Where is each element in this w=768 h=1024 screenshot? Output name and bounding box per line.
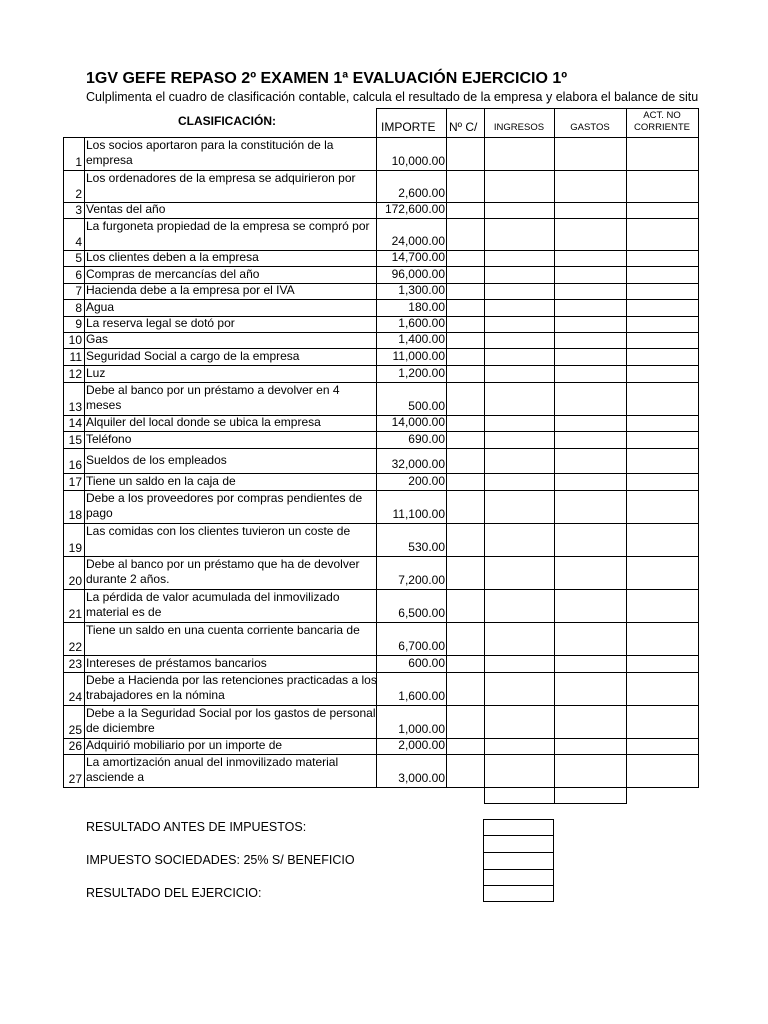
act-no-corriente-cell[interactable] bbox=[627, 349, 698, 365]
act-no-corriente-cell[interactable] bbox=[627, 673, 698, 705]
row-number: 10 bbox=[68, 333, 82, 347]
nc-cell[interactable] bbox=[447, 203, 484, 218]
row-amount: 2,600.00 bbox=[398, 186, 445, 200]
resultado-spacer-cell[interactable] bbox=[483, 835, 554, 853]
ingresos-cell[interactable] bbox=[485, 219, 554, 250]
act-no-corriente-cell[interactable] bbox=[627, 590, 698, 622]
nc-cell[interactable] bbox=[447, 251, 484, 266]
row-amount: 7,200.00 bbox=[398, 573, 445, 587]
gastos-cell[interactable] bbox=[555, 300, 626, 316]
nc-cell[interactable] bbox=[447, 656, 484, 672]
row-description: Seguridad Social a cargo de la empresa bbox=[86, 349, 300, 363]
row-number: 23 bbox=[68, 657, 82, 671]
row-amount: 11,000.00 bbox=[392, 349, 445, 363]
ingresos-cell[interactable] bbox=[485, 138, 554, 170]
gastos-cell[interactable] bbox=[555, 557, 626, 589]
row-description: Tiene un saldo en una cuenta corriente bancaria de bbox=[86, 623, 360, 637]
act-no-corriente-cell[interactable] bbox=[627, 706, 698, 738]
row-description: Gas bbox=[86, 332, 109, 346]
row-amount: 1,000.00 bbox=[398, 722, 445, 736]
row-description: Hacienda debe a la empresa por el IVA bbox=[86, 283, 295, 297]
nc-cell[interactable] bbox=[447, 383, 484, 415]
nc-cell[interactable] bbox=[447, 219, 484, 250]
header-gastos: GASTOS bbox=[570, 122, 610, 133]
act-no-corriente-cell[interactable] bbox=[627, 300, 698, 316]
gastos-cell[interactable] bbox=[555, 623, 626, 655]
row-number: 27 bbox=[68, 772, 82, 786]
gastos-cell[interactable] bbox=[555, 349, 626, 365]
ingresos-cell[interactable] bbox=[485, 524, 554, 556]
row-amount: 200.00 bbox=[408, 474, 445, 488]
gastos-cell[interactable] bbox=[555, 251, 626, 266]
ingresos-cell[interactable] bbox=[485, 300, 554, 316]
act-no-corriente-cell[interactable] bbox=[627, 557, 698, 589]
nc-cell[interactable] bbox=[447, 491, 484, 523]
row-number: 4 bbox=[75, 235, 82, 249]
row-amount: 3,000.00 bbox=[398, 771, 445, 785]
act-no-corriente-cell[interactable] bbox=[627, 623, 698, 655]
act-no-corriente-cell[interactable] bbox=[627, 251, 698, 266]
nc-cell[interactable] bbox=[447, 432, 484, 448]
ingresos-cell[interactable] bbox=[485, 706, 554, 738]
row-number: 2 bbox=[75, 187, 82, 201]
row-amount: 14,700.00 bbox=[391, 250, 445, 264]
gastos-cell[interactable] bbox=[555, 317, 626, 332]
row-number: 24 bbox=[68, 690, 82, 704]
gastos-cell[interactable] bbox=[555, 739, 626, 754]
ingresos-cell[interactable] bbox=[485, 317, 554, 332]
row-number: 25 bbox=[68, 723, 82, 737]
row-number: 6 bbox=[75, 268, 82, 282]
row-amount: 180.00 bbox=[408, 300, 445, 314]
row-number: 17 bbox=[68, 475, 82, 489]
ingresos-cell[interactable] bbox=[485, 739, 554, 754]
ingresos-cell[interactable] bbox=[485, 656, 554, 672]
row-description: Luz bbox=[86, 366, 106, 380]
gastos-cell[interactable] bbox=[555, 706, 626, 738]
instructions: Culplimenta el cuadro de clasificación contable, calcula el resultado de la empresa y elabora el balance de situ bbox=[86, 90, 698, 104]
ingresos-cell[interactable] bbox=[485, 673, 554, 705]
act-no-corriente-cell[interactable] bbox=[627, 317, 698, 332]
row-description: Debe al banco por un préstamo que ha de devolver durante 2 años. bbox=[86, 557, 360, 586]
ingresos-cell[interactable] bbox=[485, 474, 554, 490]
row-number: 1 bbox=[75, 155, 82, 169]
nc-cell[interactable] bbox=[447, 623, 484, 655]
header-act-no-1: ACT. NO bbox=[643, 110, 681, 121]
header-importe: IMPORTE bbox=[381, 120, 436, 134]
nc-cell[interactable] bbox=[447, 138, 484, 170]
gastos-cell[interactable] bbox=[555, 755, 626, 787]
nc-cell[interactable] bbox=[447, 557, 484, 589]
ingresos-cell[interactable] bbox=[485, 284, 554, 299]
row-amount: 96,000.00 bbox=[391, 267, 445, 281]
gastos-cell[interactable] bbox=[555, 590, 626, 622]
ingresos-cell[interactable] bbox=[485, 349, 554, 365]
row-number: 8 bbox=[75, 301, 82, 315]
row-amount: 172,600.00 bbox=[384, 202, 445, 216]
gastos-cell[interactable] bbox=[555, 474, 626, 490]
row-amount: 2,000.00 bbox=[398, 738, 445, 752]
row-description: Tiene un saldo en la caja de bbox=[86, 474, 236, 488]
gastos-cell[interactable] bbox=[555, 432, 626, 448]
impuesto-cell[interactable] bbox=[483, 852, 554, 870]
act-no-corriente-cell[interactable] bbox=[627, 219, 698, 250]
gastos-cell[interactable] bbox=[555, 656, 626, 672]
gastos-cell[interactable] bbox=[555, 267, 626, 283]
resultado-ejercicio-cell[interactable] bbox=[483, 885, 554, 902]
row-number: 7 bbox=[75, 284, 82, 298]
ingresos-cell[interactable] bbox=[485, 203, 554, 218]
row-amount: 11,100.00 bbox=[392, 507, 445, 521]
row-description: Intereses de préstamos bancarios bbox=[86, 656, 267, 670]
row-number: 15 bbox=[68, 433, 82, 447]
act-no-corriente-cell[interactable] bbox=[627, 524, 698, 556]
row-amount: 10,000.00 bbox=[391, 154, 445, 168]
nc-cell[interactable] bbox=[447, 284, 484, 299]
row-number: 11 bbox=[69, 350, 82, 364]
row-amount: 32,000.00 bbox=[391, 457, 445, 471]
row-amount: 24,000.00 bbox=[391, 234, 445, 248]
ingresos-cell[interactable] bbox=[485, 491, 554, 523]
act-no-corriente-cell[interactable] bbox=[627, 284, 698, 299]
row-amount: 6,500.00 bbox=[398, 606, 445, 620]
nc-cell[interactable] bbox=[447, 590, 484, 622]
ingresos-cell[interactable] bbox=[485, 557, 554, 589]
row-amount: 530.00 bbox=[408, 540, 445, 554]
act-no-corriente-cell[interactable] bbox=[627, 138, 698, 170]
gastos-cell[interactable] bbox=[555, 491, 626, 523]
nc-cell[interactable] bbox=[447, 739, 484, 754]
resultado-antes-label: RESULTADO ANTES DE IMPUESTOS: bbox=[86, 820, 307, 834]
row-description: Debe a los proveedores por compras pendientes de pago bbox=[86, 491, 363, 520]
row-description: Debe a la Seguridad Social por los gastos de personal de diciembre bbox=[86, 706, 376, 735]
row-amount: 1,400.00 bbox=[398, 332, 445, 346]
ingresos-cell[interactable] bbox=[485, 267, 554, 283]
act-no-corriente-cell[interactable] bbox=[627, 267, 698, 283]
row-number: 19 bbox=[68, 541, 82, 555]
row-description: Alquiler del local donde se ubica la empresa bbox=[86, 415, 321, 429]
header-act-no-2: CORRIENTE bbox=[634, 122, 690, 133]
act-no-corriente-cell[interactable] bbox=[627, 383, 698, 415]
act-no-corriente-cell[interactable] bbox=[627, 449, 698, 473]
row-number: 14 bbox=[68, 416, 82, 430]
row-amount: 500.00 bbox=[408, 399, 445, 413]
act-no-corriente-cell[interactable] bbox=[627, 203, 698, 218]
ingresos-cell[interactable] bbox=[485, 623, 554, 655]
row-description: Ventas del año bbox=[86, 202, 166, 216]
act-no-corriente-cell[interactable] bbox=[627, 491, 698, 523]
row-number: 21 bbox=[68, 607, 82, 621]
row-number: 5 bbox=[75, 251, 82, 265]
page-title: 1GV GEFE REPASO 2º EXAMEN 1ª EVALUACIÓN EJERCICIO 1º bbox=[86, 70, 568, 87]
act-no-corriente-cell[interactable] bbox=[627, 171, 698, 202]
act-no-corriente-cell[interactable] bbox=[627, 656, 698, 672]
ingresos-cell[interactable] bbox=[485, 171, 554, 202]
nc-cell[interactable] bbox=[447, 706, 484, 738]
row-number: 12 bbox=[68, 367, 82, 381]
row-number: 16 bbox=[68, 458, 82, 472]
row-amount: 1,300.00 bbox=[398, 283, 445, 297]
row-description: Teléfono bbox=[86, 432, 132, 446]
act-no-corriente-cell[interactable] bbox=[627, 755, 698, 787]
row-amount: 600.00 bbox=[408, 656, 445, 670]
row-description: Debe al banco por un préstamo a devolver en 4 meses bbox=[86, 383, 340, 412]
gastos-cell[interactable] bbox=[555, 366, 626, 382]
row-description: Adquirió mobiliario por un importe de bbox=[86, 738, 283, 752]
gastos-cell[interactable] bbox=[555, 449, 626, 473]
row-description: Agua bbox=[86, 300, 115, 314]
row-amount: 1,600.00 bbox=[398, 689, 445, 703]
row-number: 3 bbox=[75, 203, 82, 217]
row-description: La amortización anual del inmovilizado material asciende a bbox=[86, 755, 339, 784]
gastos-cell[interactable] bbox=[555, 138, 626, 170]
gastos-cell[interactable] bbox=[555, 416, 626, 431]
header-clasificacion: CLASIFICACIÓN: bbox=[178, 114, 276, 128]
nc-cell[interactable] bbox=[447, 366, 484, 382]
nc-cell[interactable] bbox=[447, 416, 484, 431]
act-no-corriente-cell[interactable] bbox=[627, 366, 698, 382]
gastos-cell[interactable] bbox=[555, 333, 626, 348]
act-no-corriente-cell[interactable] bbox=[627, 333, 698, 348]
row-description: Los ordenadores de la empresa se adquirieron por bbox=[86, 171, 356, 185]
nc-cell[interactable] bbox=[447, 449, 484, 473]
ingresos-cell[interactable] bbox=[485, 366, 554, 382]
row-amount: 14,000.00 bbox=[391, 415, 445, 429]
row-number: 22 bbox=[68, 640, 82, 654]
row-description: Compras de mercancías del año bbox=[86, 267, 260, 281]
nc-cell[interactable] bbox=[447, 171, 484, 202]
nc-cell[interactable] bbox=[447, 267, 484, 283]
row-number: 20 bbox=[68, 574, 82, 588]
gastos-cell[interactable] bbox=[555, 383, 626, 415]
act-no-corriente-cell[interactable] bbox=[627, 739, 698, 754]
nc-cell[interactable] bbox=[447, 317, 484, 332]
resultado-ejercicio-label: RESULTADO DEL EJERCICIO: bbox=[86, 886, 262, 900]
gastos-cell[interactable] bbox=[555, 171, 626, 202]
impuesto-label: IMPUESTO SOCIEDADES: 25% S/ BENEFICIO bbox=[86, 853, 355, 867]
ingresos-cell[interactable] bbox=[485, 416, 554, 431]
header-ingresos: INGRESOS bbox=[493, 122, 545, 133]
row-number: 13 bbox=[68, 400, 82, 414]
row-amount: 1,600.00 bbox=[398, 316, 445, 330]
row-description: Los socios aportaron para la constitución de la empresa bbox=[86, 138, 334, 167]
ingresos-cell[interactable] bbox=[485, 590, 554, 622]
nc-cell[interactable] bbox=[447, 524, 484, 556]
ingresos-cell[interactable] bbox=[485, 251, 554, 266]
row-amount: 6,700.00 bbox=[398, 639, 445, 653]
ingresos-cell[interactable] bbox=[485, 432, 554, 448]
header-nc: Nº C/ bbox=[449, 120, 478, 134]
nc-cell[interactable] bbox=[447, 333, 484, 348]
impuesto-spacer-cell[interactable] bbox=[483, 869, 554, 886]
act-no-corriente-cell[interactable] bbox=[627, 416, 698, 431]
gastos-cell[interactable] bbox=[555, 284, 626, 299]
gastos-cell[interactable] bbox=[555, 524, 626, 556]
ingresos-cell[interactable] bbox=[485, 333, 554, 348]
row-number: 9 bbox=[75, 317, 82, 331]
row-description: La furgoneta propiedad de la empresa se compró por bbox=[86, 219, 370, 233]
row-amount: 1,200.00 bbox=[398, 366, 445, 380]
act-no-corriente-cell[interactable] bbox=[627, 432, 698, 448]
gastos-cell[interactable] bbox=[555, 203, 626, 218]
nc-cell[interactable] bbox=[447, 673, 484, 705]
nc-cell[interactable] bbox=[447, 300, 484, 316]
row-description: Debe a Hacienda por las retenciones practicadas a los trabajadores en la nómina bbox=[86, 673, 377, 702]
row-description: Las comidas con los clientes tuvieron un coste de bbox=[86, 524, 351, 538]
gastos-cell[interactable] bbox=[555, 219, 626, 250]
resultado-antes-cell[interactable] bbox=[483, 819, 554, 836]
gastos-cell[interactable] bbox=[555, 673, 626, 705]
act-no-corriente-cell[interactable] bbox=[627, 474, 698, 490]
nc-cell[interactable] bbox=[447, 349, 484, 365]
nc-cell[interactable] bbox=[447, 474, 484, 490]
row-amount: 690.00 bbox=[408, 432, 445, 446]
row-number: 18 bbox=[68, 508, 82, 522]
row-description: La pérdida de valor acumulada del inmovilizado material es de bbox=[86, 590, 340, 619]
nc-cell[interactable] bbox=[447, 755, 484, 787]
ingresos-cell[interactable] bbox=[485, 755, 554, 787]
ingresos-cell[interactable] bbox=[485, 383, 554, 415]
row-description: Los clientes deben a la empresa bbox=[86, 250, 259, 264]
row-number: 26 bbox=[68, 739, 82, 753]
row-description: La reserva legal se dotó por bbox=[86, 316, 235, 330]
ingresos-cell[interactable] bbox=[485, 449, 554, 473]
row-description: Sueldos de los empleados bbox=[86, 453, 227, 467]
